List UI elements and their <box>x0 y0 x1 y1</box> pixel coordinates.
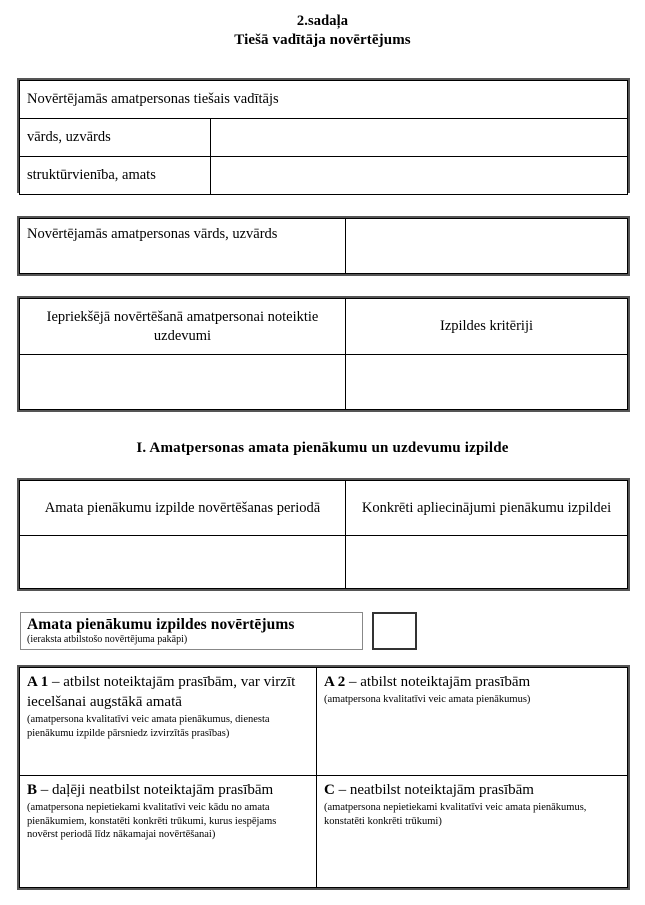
table-row <box>20 536 628 589</box>
page-title-line-2: Tiešā vadītāja novērtējums <box>234 32 411 48</box>
previous-tasks-header-tasks: Iepriekšējā novērtēšanā amatpersonai noteiktie uzdevumi <box>20 299 346 355</box>
table-row <box>20 219 628 274</box>
rating-label-note: (ieraksta atbilstošo novērtējuma pakāpi) <box>27 634 188 645</box>
table-row <box>20 81 628 119</box>
duties-cell-evidence[interactable] <box>346 536 628 589</box>
grade-dash-a2: – <box>345 674 361 690</box>
grade-criteria-a1 <box>20 668 317 776</box>
table-row <box>20 355 628 410</box>
duties-header-evidence: Konkrēti apliecinājumi pienākumu izpildei <box>346 481 628 536</box>
grade-title-b: daļēji neatbilst noteiktajām prasībām <box>52 782 274 798</box>
grade-dash-a1: – <box>48 674 64 690</box>
table-row <box>20 776 628 888</box>
previous-tasks-cell-criteria[interactable] <box>346 355 628 410</box>
supervisor-name-value[interactable] <box>211 119 628 157</box>
grade-criteria-c <box>317 776 628 888</box>
table-row <box>20 157 628 195</box>
table-row <box>20 668 628 776</box>
table-row <box>20 119 628 157</box>
grade-criteria-b <box>20 776 317 888</box>
table-header-row <box>20 299 628 355</box>
previous-tasks-table <box>17 296 630 412</box>
employee-name-value[interactable] <box>346 219 628 274</box>
rating-answer-input[interactable] <box>372 612 417 650</box>
grade-dash-c: – <box>334 782 350 798</box>
grade-note-c: (amatpersona nepietiekami kvalitatīvi veic amata pienākumus, konstatēti konkrēti trūkumi) <box>324 802 587 827</box>
grade-dash-b: – <box>37 782 53 798</box>
duties-performance-table <box>17 478 630 591</box>
duties-cell-performance[interactable] <box>20 536 346 589</box>
supervisor-table-header: Novērtējamās amatpersonas tiešais vadītājs <box>20 81 628 119</box>
rating-label-box <box>20 612 363 650</box>
grade-letter-a2: A 2 <box>324 674 346 690</box>
grade-letter-b: B <box>27 782 38 798</box>
table-header-row <box>20 481 628 536</box>
grade-note-a2: (amatpersona kvalitatīvi veic amata pienākumus) <box>324 694 531 705</box>
supervisor-unit-label: struktūrvienība, amats <box>20 157 211 195</box>
grade-criteria-c-heading <box>324 780 620 800</box>
rating-label-text: Amata pienākumu izpildes novērtējums <box>27 616 295 633</box>
grade-title-a2: atbilst noteiktajām prasībām <box>360 674 531 690</box>
grade-note-b: (amatpersona nepietiekami kvalitatīvi veic kādu no amata pienākumiem, konstatēti konkrēti trūkumi, kurus iespējams novērst periodā līdz nākamajai novērtēšanai) <box>27 802 277 840</box>
duties-header-performance: Amata pienākumu izpilde novērtēšanas periodā <box>20 481 346 536</box>
supervisor-table <box>17 78 630 193</box>
grade-criteria-b-heading <box>27 780 309 800</box>
grade-criteria-a2 <box>317 668 628 776</box>
grade-criteria-a1-heading <box>27 672 309 712</box>
section-one-heading <box>0 438 645 458</box>
page-title <box>0 12 645 50</box>
page-title-line-1: 2.sadaļa <box>296 13 349 29</box>
grade-title-a1: atbilst noteiktajām prasībām, var virzīt iecelšanai augstākā amatā <box>27 674 296 710</box>
grade-letter-c: C <box>324 782 335 798</box>
employee-name-label: Novērtējamās amatpersonas vārds, uzvārds <box>20 219 346 274</box>
employee-table <box>17 216 630 276</box>
grade-title-c: neatbilst noteiktajām prasībām <box>349 782 534 798</box>
previous-tasks-cell-tasks[interactable] <box>20 355 346 410</box>
section-one-heading-text: I. Amatpersonas amata pienākumu un uzdevumu izpilde <box>136 440 509 456</box>
previous-tasks-header-criteria: Izpildes kritēriji <box>346 299 628 355</box>
supervisor-name-label: vārds, uzvārds <box>20 119 211 157</box>
grade-criteria-a2-heading <box>324 672 620 692</box>
grade-letter-a1: A 1 <box>27 674 49 690</box>
supervisor-unit-value[interactable] <box>211 157 628 195</box>
grade-criteria-table <box>17 665 630 890</box>
grade-note-a1: (amatpersona kvalitatīvi veic amata pienākumus, dienesta pienākumu izpilde pārsniedz izvirzītās prasības) <box>27 714 270 739</box>
